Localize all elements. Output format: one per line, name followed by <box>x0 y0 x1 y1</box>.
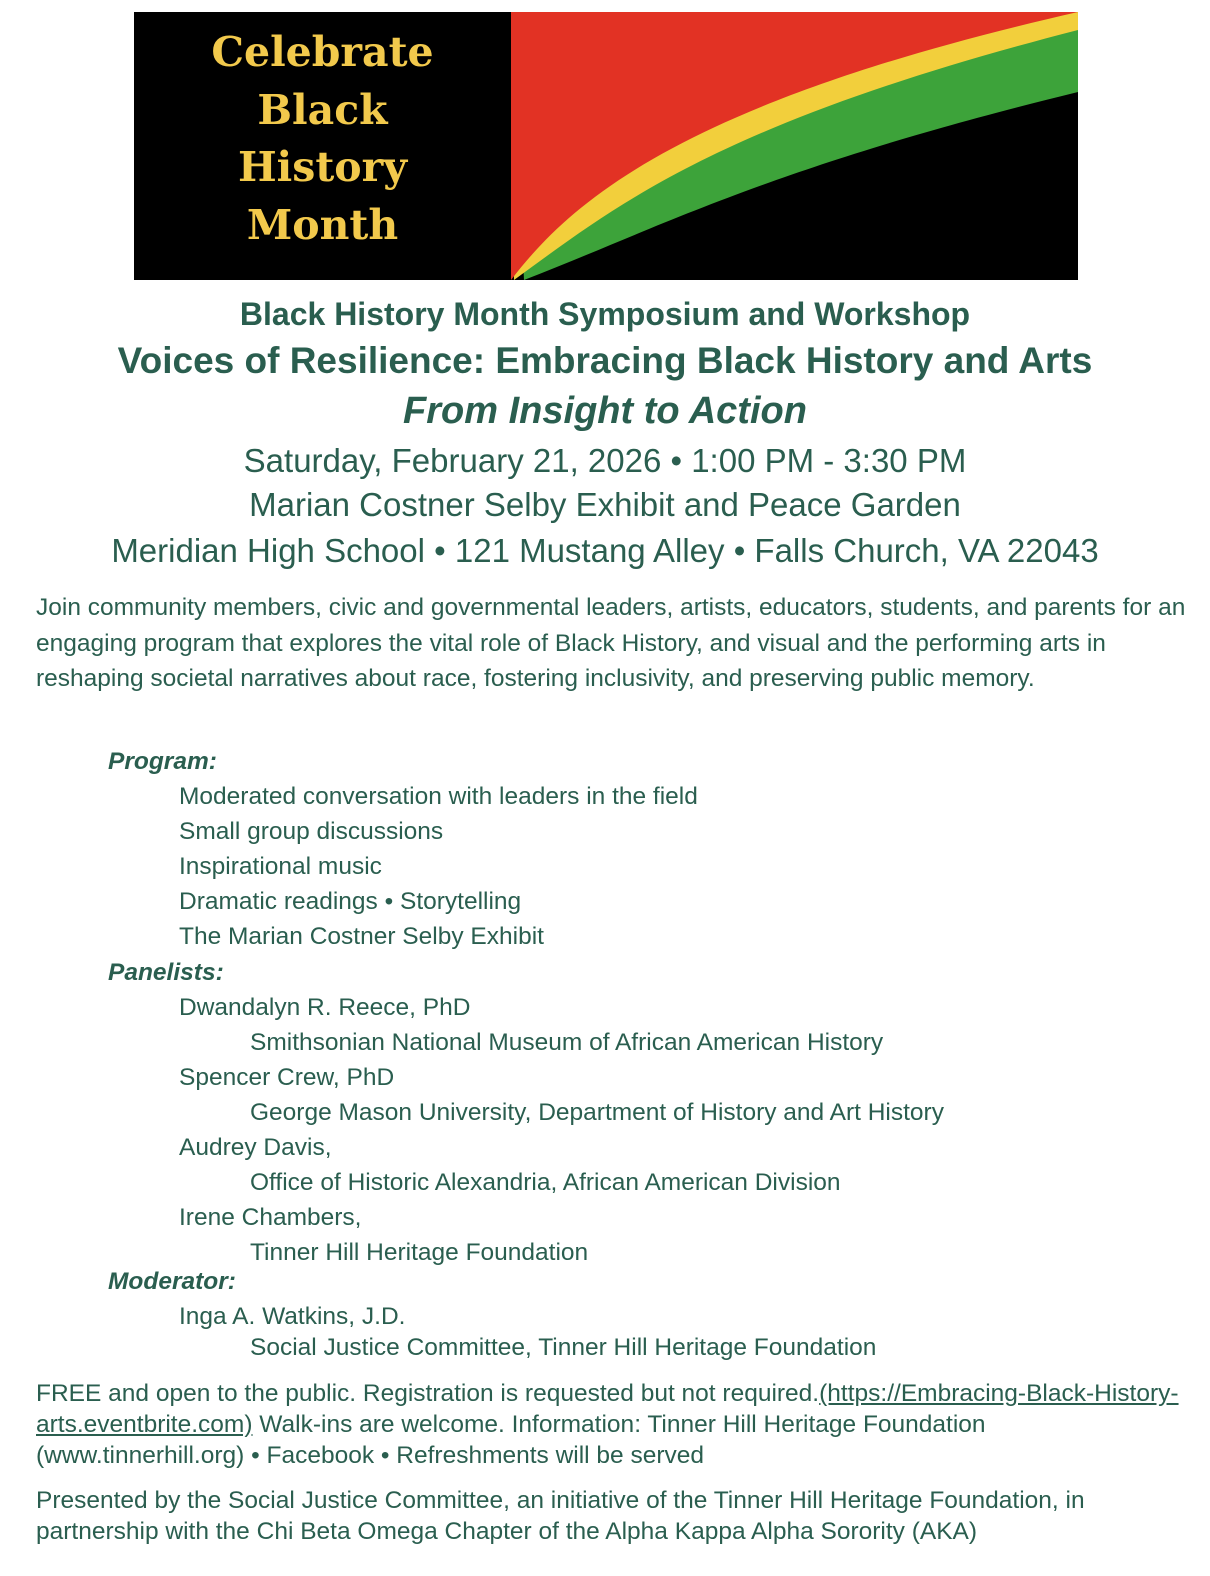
eventbrite-link[interactable]: (https://Embracing-Black-History-arts.eventbrite.com) <box>36 1380 1179 1438</box>
panelist-affiliation: Office of Historic Alexandria, African American Division <box>250 1169 841 1196</box>
event-datetime: Saturday, February 21, 2026 • 1:00 PM - 3:30 PM <box>243 442 967 479</box>
intro-paragraph: Join community members, civic and governmental leaders, artists, educators, students, and parents for an engaging program that explores the vital role of Black History, and visual and the performing arts in reshaping societal narratives about race, fostering inclusivity, and preserving public memory. <box>36 594 1186 692</box>
program-item: Dramatic readings • Storytelling <box>179 888 522 915</box>
panelist-affiliation: Smithsonian National Museum of African American History <box>250 1029 884 1056</box>
registration-info <box>36 1378 1186 1471</box>
panelists-label: Panelists: <box>108 959 224 986</box>
registration-text: FREE and open to the public. Registration is requested but not required. <box>36 1380 820 1407</box>
panelist-name: Dwandalyn R. Reece, PhD <box>179 994 471 1021</box>
banner <box>134 12 1078 280</box>
banner-title-line: Celebrate <box>211 28 434 76</box>
program-label: Program: <box>108 748 217 775</box>
program-item: Moderated conversation with leaders in the field <box>179 783 698 810</box>
pan-african-stripes-graphic <box>511 12 1078 280</box>
panelist-name: Spencer Crew, PhD <box>179 1064 395 1091</box>
program-item: Inspirational music <box>179 853 382 880</box>
banner-title-line: History <box>237 143 408 191</box>
moderator-label: Moderator: <box>108 1268 236 1295</box>
event-tagline: From Insight to Action <box>403 390 807 432</box>
banner-title-line: Month <box>246 200 399 249</box>
walkins-info-text: Walk-ins are welcome. Information: Tinner Hill Heritage Foundation (www.tinnerhill.org) • Facebook • Refreshments will be served <box>36 1411 986 1469</box>
banner-title-line: Black <box>257 85 388 134</box>
panelist-affiliation: Tinner Hill Heritage Foundation <box>250 1239 589 1266</box>
event-title: Voices of Resilience: Embracing Black History and Arts <box>117 340 1093 381</box>
presented-by: Presented by the Social Justice Committee, an initiative of the Tinner Hill Heritage Foundation, in partnership with the Chi Beta Omega Chapter of the Alpha Kappa Alpha Sorority (AKA) <box>36 1487 1085 1545</box>
panelist-name: Audrey Davis, <box>179 1134 332 1161</box>
event-subtitle: Black History Month Symposium and Workshop <box>239 296 971 332</box>
program-item: The Marian Costner Selby Exhibit <box>179 923 544 950</box>
panelist-name: Irene Chambers, <box>179 1204 362 1231</box>
panelist-affiliation: George Mason University, Department of History and Art History <box>250 1099 944 1126</box>
program-item: Small group discussions <box>179 818 444 845</box>
event-address: Meridian High School • 121 Mustang Alley • Falls Church, VA 22043 <box>111 532 1099 569</box>
event-venue: Marian Costner Selby Exhibit and Peace Garden <box>249 486 961 523</box>
banner-title <box>134 24 511 254</box>
moderator-affiliation: Social Justice Committee, Tinner Hill Heritage Foundation <box>250 1334 877 1361</box>
moderator-name: Inga A. Watkins, J.D. <box>179 1303 406 1330</box>
